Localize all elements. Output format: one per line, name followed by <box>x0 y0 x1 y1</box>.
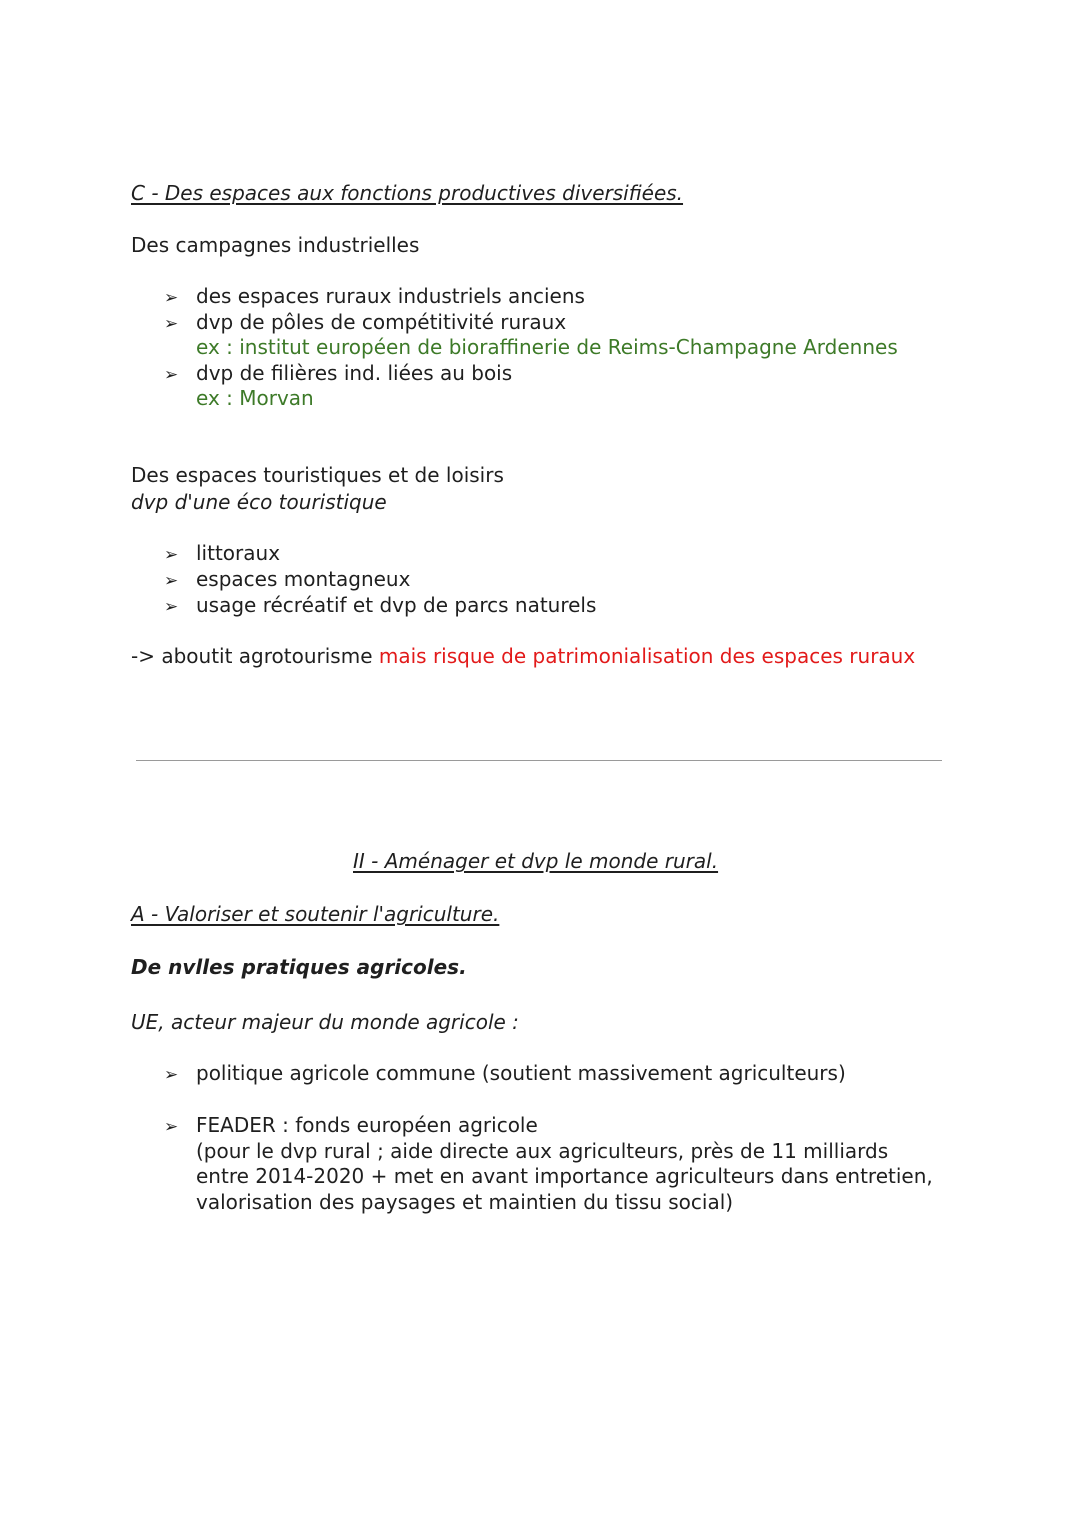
conclusion-warning: mais risque de patrimonialisation des espaces ruraux <box>378 644 916 668</box>
agri-item-2-detail-2: entre 2014-2020 + met en avant importance agriculteurs dans entretien, <box>196 1164 933 1188</box>
tourism-title: Des espaces touristiques et de loisirs <box>131 463 504 487</box>
agri-item-2-text: FEADER : fonds européen agricole <box>196 1113 538 1137</box>
agri-item-1-text: politique agricole commune (soutient massivement agriculteurs) <box>196 1061 846 1085</box>
tourism-item-3-text: usage récréatif et dvp de parcs naturels <box>196 593 597 617</box>
part-2-heading: II - Aménager et dvp le monde rural. <box>353 849 719 873</box>
tourism-item-3 <box>164 592 596 620</box>
arrowhead-bullet-icon: ➢ <box>164 545 179 565</box>
arrowhead-bullet-icon: ➢ <box>164 314 179 334</box>
arrowhead-bullet-icon: ➢ <box>164 597 179 617</box>
section-c-heading: C - Des espaces aux fonctions productives diversifiées. <box>131 181 684 205</box>
industrial-item-1 <box>164 283 585 311</box>
arrowhead-bullet-icon: ➢ <box>164 571 179 591</box>
industrial-item-2 <box>164 309 566 337</box>
agri-item-2-detail-1: (pour le dvp rural ; aide directe aux agriculteurs, près de 11 milliards <box>196 1139 889 1163</box>
conclusion-prefix: -> aboutit agrotourisme <box>131 644 373 668</box>
tourism-item-2 <box>164 566 410 594</box>
industrial-title: Des campagnes industrielles <box>131 233 420 257</box>
section-divider <box>136 760 942 761</box>
industrial-example-2: ex : Morvan <box>196 386 314 410</box>
conclusion-line <box>131 643 915 669</box>
agri-item-1 <box>164 1060 846 1088</box>
tourism-item-2-text: espaces montagneux <box>196 567 411 591</box>
agri-item-2 <box>164 1112 538 1140</box>
industrial-example-1: ex : institut européen de bioraffinerie de Reims-Champagne Ardennes <box>196 335 898 359</box>
arrowhead-bullet-icon: ➢ <box>164 1117 179 1137</box>
section-a-heading: A - Valoriser et soutenir l'agriculture. <box>131 902 500 926</box>
tourism-subtitle: dvp d'une éco touristique <box>131 490 387 514</box>
arrowhead-bullet-icon: ➢ <box>164 288 179 308</box>
agri-item-2-detail-3: valorisation des paysages et maintien du tissu social) <box>196 1190 734 1214</box>
industrial-item-3 <box>164 360 512 388</box>
industrial-item-2-text: dvp de pôles de compétitivité ruraux <box>196 310 567 334</box>
arrowhead-bullet-icon: ➢ <box>164 365 179 385</box>
tourism-item-1-text: littoraux <box>196 541 281 565</box>
industrial-item-1-text: des espaces ruraux industriels anciens <box>196 284 585 308</box>
section-a-intro: UE, acteur majeur du monde agricole : <box>131 1010 519 1034</box>
arrowhead-bullet-icon: ➢ <box>164 1065 179 1085</box>
industrial-item-3-text: dvp de filières ind. liées au bois <box>196 361 513 385</box>
section-a-subheading: De nvlles pratiques agricoles. <box>131 955 467 979</box>
tourism-item-1 <box>164 540 280 568</box>
